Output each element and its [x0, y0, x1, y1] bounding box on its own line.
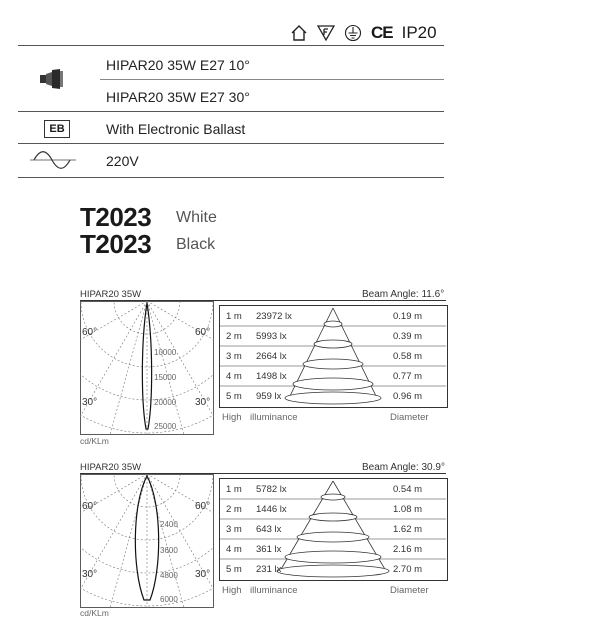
angle-label: 30°	[82, 397, 98, 408]
angle-label: 30°	[195, 397, 211, 408]
height-cell: 2 m	[226, 504, 242, 515]
height-cell: 1 m	[226, 311, 242, 322]
polar-unit: cd/KLm	[80, 608, 109, 618]
diameter-cell: 2.70 m	[393, 564, 423, 575]
height-cell: 5 m	[226, 564, 242, 575]
diameter-cell: 2.16 m	[393, 544, 423, 555]
lamp-spec-10: HIPAR20 35W E27 10°	[106, 57, 250, 73]
illuminance-cell: 5782 lx	[256, 484, 287, 495]
height-cell: 4 m	[226, 544, 242, 555]
model-color: Black	[176, 236, 216, 253]
radial-label: 3600	[160, 546, 178, 555]
footer-illuminance: illuminance	[250, 412, 298, 423]
illuminance-cell: 23972 lx	[256, 311, 292, 322]
footer-illuminance: illuminance	[250, 585, 298, 596]
earth-ground-icon	[344, 24, 362, 42]
height-cell: 3 m	[226, 524, 242, 535]
footer-diameter: Diameter	[390, 412, 429, 423]
radial-label: 25000	[154, 422, 177, 431]
f-mark-triangle-icon	[317, 24, 335, 42]
ballast-text: With Electronic Ballast	[106, 121, 246, 137]
height-cell: 4 m	[226, 371, 242, 382]
ce-mark: CE	[371, 23, 393, 42]
polar-diagram	[80, 301, 214, 435]
illuminance-cell: 1498 lx	[256, 371, 287, 382]
illuminance-cell: 643 lx	[256, 524, 282, 535]
illuminance-cell: 5993 lx	[256, 331, 287, 342]
angle-label: 60°	[82, 501, 98, 512]
polar-diagram	[80, 474, 214, 608]
angle-label: 60°	[195, 327, 211, 338]
angle-label: 60°	[195, 501, 211, 512]
height-cell: 1 m	[226, 484, 242, 495]
ac-sine-wave-icon	[30, 150, 76, 170]
illuminance-cell: 231 lx	[256, 564, 282, 575]
voltage-text: 220V	[106, 153, 139, 169]
divider	[18, 111, 444, 112]
model-number: T2023	[80, 202, 152, 232]
diagram-lamp-label: HIPAR20 35W	[80, 289, 142, 300]
height-cell: 5 m	[226, 391, 242, 402]
angle-label: 60°	[82, 327, 98, 338]
height-cell: 3 m	[226, 351, 242, 362]
beam-angle: Beam Angle: 30.9°	[362, 462, 445, 473]
lamp-spec-30: HIPAR20 35W E27 30°	[106, 89, 250, 105]
lamp-bulb-icon	[38, 68, 68, 90]
divider	[18, 45, 444, 46]
footer-high: High	[222, 585, 242, 596]
divider	[100, 79, 444, 80]
divider	[18, 177, 444, 178]
illuminance-cell: 2664 lx	[256, 351, 287, 362]
divider	[18, 143, 444, 144]
diagram-lamp-label: HIPAR20 35W	[80, 462, 142, 473]
diameter-cell: 0.39 m	[393, 331, 423, 342]
radial-label: 20000	[154, 398, 177, 407]
diameter-cell: 0.54 m	[393, 484, 423, 495]
radial-label: 2400	[160, 520, 178, 529]
illuminance-cell: 959 lx	[256, 391, 282, 402]
diameter-cell: 0.19 m	[393, 311, 423, 322]
illuminance-cell: 361 lx	[256, 544, 282, 555]
radial-label: 10000	[154, 348, 177, 357]
radial-label: 4800	[160, 571, 178, 580]
indoor-house-icon	[290, 24, 308, 42]
footer-diameter: Diameter	[390, 585, 429, 596]
electronic-ballast-badge: EB	[44, 120, 70, 138]
beam-angle: Beam Angle: 11.6°	[362, 289, 445, 300]
model-color: White	[176, 209, 217, 226]
ip-rating: IP20	[401, 23, 437, 42]
angle-label: 30°	[82, 569, 98, 580]
footer-high: High	[222, 412, 242, 423]
radial-label: 6000	[160, 595, 178, 604]
diameter-cell: 1.62 m	[393, 524, 423, 535]
illuminance-cell: 1446 lx	[256, 504, 287, 515]
diameter-cell: 0.77 m	[393, 371, 423, 382]
model-number: T2023	[80, 229, 152, 259]
height-cell: 2 m	[226, 331, 242, 342]
angle-label: 30°	[195, 569, 211, 580]
certification-bar	[290, 20, 437, 46]
diameter-cell: 0.96 m	[393, 391, 423, 402]
diameter-cell: 0.58 m	[393, 351, 423, 362]
polar-unit: cd/KLm	[80, 436, 109, 446]
radial-label: 15000	[154, 373, 177, 382]
diameter-cell: 1.08 m	[393, 504, 423, 515]
